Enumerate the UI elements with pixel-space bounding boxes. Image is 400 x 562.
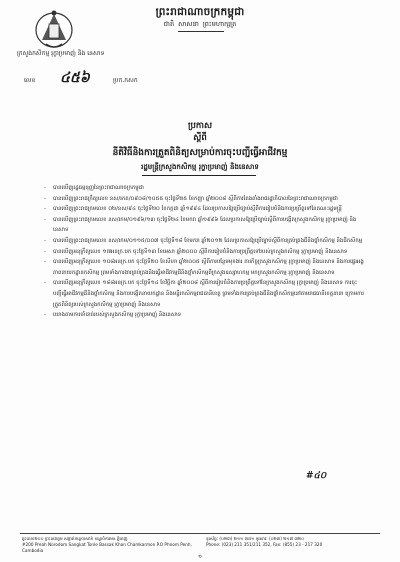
list-item: - បានឃើញព្រះរាជក្រមលេខ ០២/នស/៩៤ ចុះថ្ងៃទី២០ ខែកក្កដា ឆ្នាំ១៩៩៤ ដែលប្រកាសឱ្យប្រើច្បាប់ស្តីពីការរៀបចំនិងការប្រព្រឹត្តទៅនៃគណៈរដ្ឋមន្ត្រី bbox=[44, 204, 364, 215]
document-subject: នីតិវិធីនិងការត្រួតពិនិត្យសម្រាប់ការចុះបញ្ជីធ្វើអាជីវកម្ម bbox=[112, 148, 288, 158]
list-item: - បានឃើញរដ្ឋធម្មនុញ្ញនៃព្រះរាជាណាចក្រកម្ពុជា bbox=[44, 183, 364, 194]
document-type: ប្រកាស bbox=[187, 121, 213, 131]
ministry-name: ក្រសួងកសិកម្ម រុក្ខាប្រមាញ់ និង នេសាទ bbox=[17, 50, 105, 57]
list-item: - បានឃើញព្រះរាជក្រមលេខ នស/រកម/០១១៥/០០៧ ចុះថ្ងៃទី១៨ ខែមករា ឆ្នាំ២០១២ ដែលប្រកាសឱ្យប្រើច្បាប់ស្តីពីការគ្រប់គ្រងជីនិងថ្នាំកសិកម្ម និងជីកសិកម្ម bbox=[44, 236, 364, 247]
document-number-label: លេខ bbox=[24, 77, 36, 84]
list-item: - បានឃើញព្រះរាជក្រមលេខ នស/រកម/០១៩៦/១៣ ចុះថ្ងៃទី២៤ ខែមករា ឆ្នាំ១៩៩៦ ដែលប្រកាសឱ្យប្រើច្បាប់ស្តីពីការបង្កើតក្រសួងកសិកម្ម រុក្ខាប្រមាញ់ និងនេសាទ bbox=[44, 215, 364, 236]
document-number: ៤៥៦ bbox=[60, 70, 90, 86]
title-divider bbox=[142, 175, 256, 176]
list-item: - យោងតាមការចាំបាច់របស់ក្រសួងកសិកម្ម រុក្ខាប្រមាញ់ និងនេសាទ bbox=[44, 310, 364, 321]
list-item: - បានឃើញអនុក្រឹត្យលេខ ១៨៨អនក្រ.បក ចុះថ្ងៃទី១៤ ខែវិច្ឆិកា ឆ្នាំ២០០៨ ស្តីពីការរៀបចំនិងការប្រព្រឹត្តទៅនៃក្រសួងកសិកម្ម រុក្ខាប្រមាញ់ និងនេសាទ ការចុះបញ្ជីធ្វើអាជីវកម្មជីនិងថ្នាំកសិកម្ម និងការបង្កើតនាយកដ្ឋាន និងមន្ទីរកសិកម្មរាជធានីខេត្ត ព្រមទាំងការគ្រប់គ្រងជីនិងថ្នាំកសិកម្មនៅតាមរាជធានីខេត្តនានា ក្រោមការត្រួតពិនិត្យរបស់ក្រសួងកសិកម្ម រុក្ខាប្រមាញ់ និងនេសាទ bbox=[44, 278, 364, 310]
national-motto: ជាតិ សាសនា ព្រះមហាក្សត្រ bbox=[163, 20, 237, 28]
list-item: - បានឃើញព្រះរាជក្រឹត្យលេខ នស/រកត/០៩០៨/១០៥៥ ចុះថ្ងៃទី២៥ ខែកញ្ញា ឆ្នាំ២០០៨ ស្តីពីការតែងតាំងរាជរដ្ឋាភិបាលនៃព្រះរាជាណាចក្រកម្ពុជា bbox=[44, 194, 364, 205]
footer-contact bbox=[206, 536, 382, 548]
issuer-line: រដ្ឋមន្ត្រីក្រសួងកសិកម្ម រុក្ខាប្រមាញ់ និងនេសាទ bbox=[141, 163, 259, 171]
footer-contact-text: ទូរស័ព្ទ: (០២៣) ២១១ ៣៥១ ទូរសារ: (០២៣) ២១៧ ៣២០ Phone: (023) 211 351/211 352, Fax: (855) 23 - 217 320 bbox=[206, 536, 323, 547]
page-number: ១ bbox=[198, 554, 202, 560]
footer-divider bbox=[20, 533, 380, 534]
reference-list bbox=[44, 183, 364, 321]
list-item: - បានឃើញអនុក្រឹត្យលេខ ១០៨អនក្រ.បក ចុះថ្ងៃទី២០ ខែសីហា ឆ្នាំ២០០៥ ស្តីពីការបន្ថែមមុខងារ ភារកិច្ចក្រសួងកសិកម្ម រុក្ខាប្រមាញ់ និងនេសាទ និងការផ្ទេរអង្គភាពនាយកដ្ឋានកសិកម្ម ព្រមទាំងការងារគ្រប់គ្រងនិងធ្វើអាជីវកម្មជីនិងថ្នាំកសិកម្មពីក្រសួងឧស្សាហកម្ម មកក្រសួងកសិកម្ម រុក្ខាប្រមាញ់ និងនេសាទ bbox=[44, 257, 364, 278]
motto-divider bbox=[178, 31, 224, 32]
footer-address-text: ផ្ទះលេខ២០០ ព្រះនរោត្តម សង្កាត់ទន្លេបាសាក់ ខណ្ឌចំការមន ភ្នំពេញ #200 Preah Norodom Sangkat Tonle Bassak Khan Chamkarmon P.O Phnom Penh, Cambodia bbox=[22, 536, 192, 553]
footer-address bbox=[22, 536, 212, 554]
handwritten-page-note: #៤០ bbox=[306, 471, 327, 481]
about-label: ស្តីពី bbox=[193, 133, 207, 143]
list-item: - បានឃើញអនុក្រឹត្យលេខ ១៧អនក្រ.បក ចុះថ្ងៃទី១៣ ខែមេសា ឆ្នាំ២០០០ ស្តីពីការរៀបចំនិងការប្រព្រឹត្តទៅរបស់ក្រសួងកសិកម្ម រុក្ខាប្រមាញ់ និងនេសាទ bbox=[44, 247, 364, 258]
kingdom-title: ព្រះរាជាណាចក្រកម្ពុជា bbox=[155, 6, 245, 18]
document-code: ប្រក.កសក bbox=[113, 77, 138, 84]
